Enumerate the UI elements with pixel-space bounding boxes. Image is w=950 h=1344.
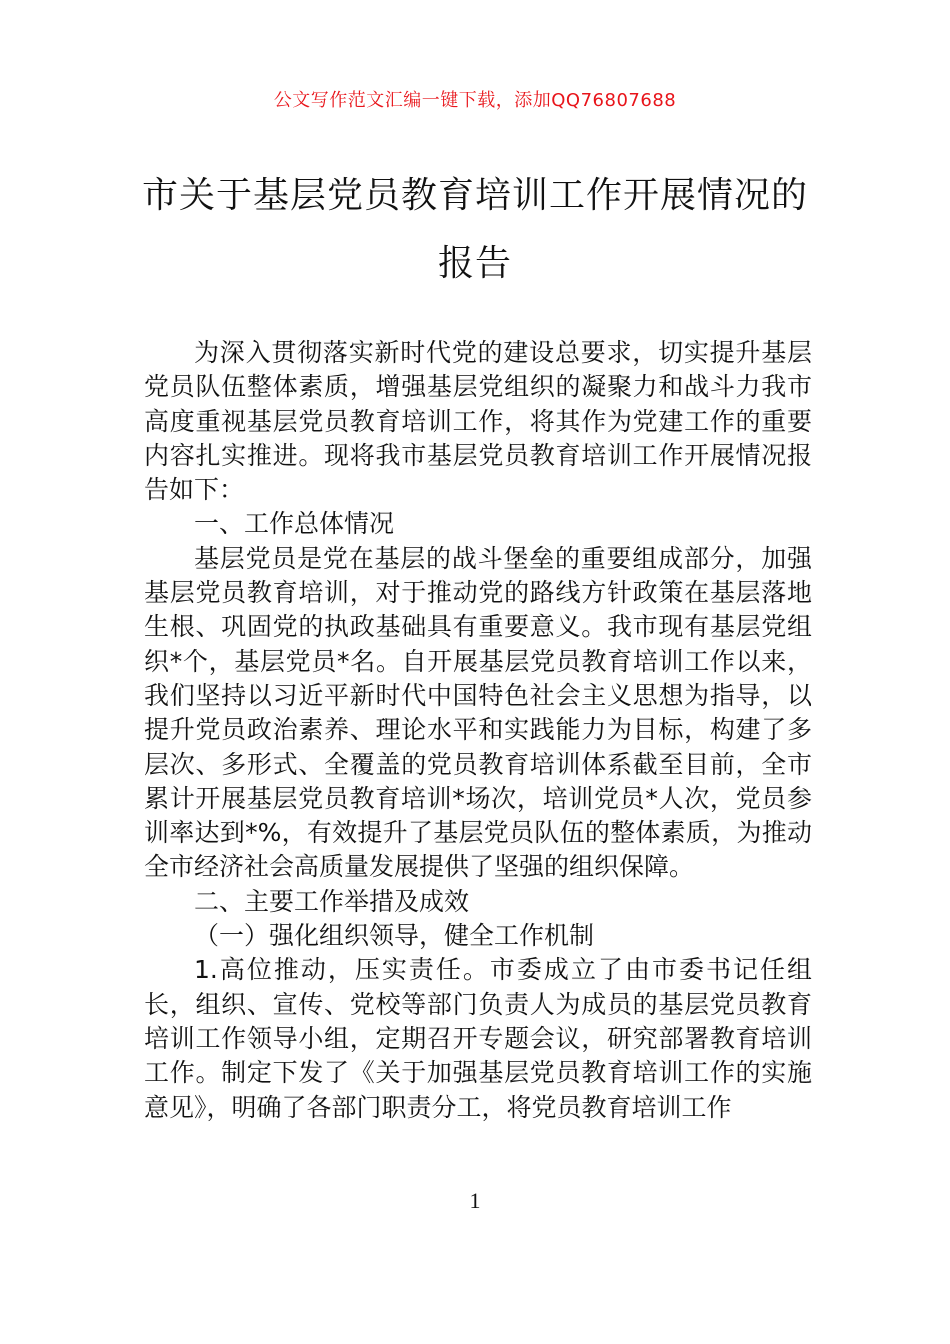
paragraph-overview: 基层党员是党在基层的战斗堡垒的重要组成部分，加强基层党员教育培训，对于推动党的路线方针政策在基层落地生根、巩固党的执政基础具有重要意义。我市现有基层党组织*个，基层党员*名。自开展基层党员教育培训工作以来，我们坚持以习近平新时代中国特色社会主义思想为指导，以提升党员政治素养、理论水平和实践能力为目标，构建了多层次、多形式、全覆盖的党员教育培训体系截至目前，全市累计开展基层党员教育培训*场次，培训党员*人次，党员参训率达到*%，有效提升了基层党员队伍的整体素质，为推动全市经济社会高质量发展提供了坚强的组织保障。 [144, 543, 812, 882]
subsection-heading-1: （一）强化组织领导，健全工作机制 [194, 921, 595, 951]
document-title-line-1: 市关于基层党员教育培训工作开展情况的 [141, 175, 808, 216]
header-note: 公文写作范文汇编一键下载，添加QQ76807688 [273, 90, 677, 111]
section-heading-1: 一、工作总体情况 [194, 509, 395, 539]
paragraph-intro: 为深入贯彻落实新时代党的建设总要求，切实提升基层党员队伍整体素质，增强基层党组织的凝聚力和战斗力我市高度重视基层党员教育培训工作，将其作为党建工作的重要内容扎实推进。现将我市基层党员教育培训工作开展情况报告如下： [144, 338, 812, 505]
page-number: 1 [469, 1188, 481, 1213]
document-body [144, 336, 812, 1125]
document-title-line-2: 报告 [437, 243, 512, 284]
paragraph-item-1: 1.高位推动，压实责任。市委成立了由市委书记任组长，组织、宣传、党校等部门负责人为成员的基层党员教育培训工作领导小组，定期召开专题会议，研究部署教育培训工作。制定下发了《关于加强基层党员教育培训工作的实施意见》，明确了各部门职责分工，将党员教育培训工作 [144, 955, 812, 1122]
section-heading-2: 二、主要工作举措及成效 [194, 886, 470, 916]
